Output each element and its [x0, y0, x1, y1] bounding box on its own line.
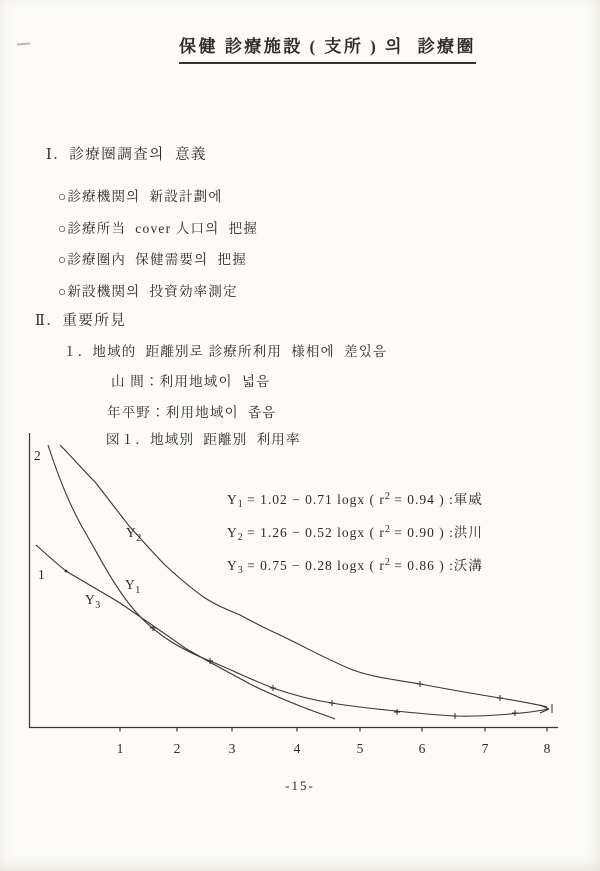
x-tick-label: 2 — [173, 741, 181, 756]
utilization-rate-chart — [0, 430, 600, 765]
y-axis-label-2: 2 — [34, 448, 41, 463]
curve-label-y3: $Y_3$ — [85, 592, 101, 611]
curve-label-y2: $Y_2$ — [126, 525, 142, 544]
equation-tail: = 0.90 ) :洪川 — [389, 525, 483, 540]
list-item: ○診療機関의 新設計劃에 — [58, 189, 223, 204]
equation-subscript: 2 — [237, 532, 243, 543]
page-number: -15- — [285, 778, 315, 793]
equation-subscript: 1 — [237, 499, 243, 510]
equation-tail: = 0.94 ) :軍威 — [389, 492, 483, 507]
page-title: 保健 診療施設 ( 支所 ) 의 診療圈 — [179, 32, 476, 64]
section-1-heading: Ⅰ．診療圈調査의 意義 — [46, 147, 207, 163]
x-tick-label: 6 — [418, 741, 426, 756]
equation-superscript: 2 — [384, 491, 390, 502]
equation-lhs: Y — [227, 525, 238, 540]
y-axis-label-1: 1 — [38, 567, 45, 582]
equation-tail: = 0.86 ) :沃溝 — [389, 558, 483, 573]
list-item: ○新設機関의 投資効率測定 — [58, 284, 238, 299]
figure-caption: 図１．地域別 距離別 利用率 — [106, 432, 301, 447]
curve-y1-point-markers — [150, 625, 518, 719]
equation-superscript: 2 — [384, 524, 390, 535]
curve-y1 — [48, 445, 548, 716]
section-2-heading: Ⅱ．重要所見 — [35, 313, 127, 329]
sub-finding-item: 年平野：利用地域이 좁음 — [107, 405, 277, 420]
equation-body: = 1.02 − 0.71 logx ( r — [242, 492, 385, 507]
equation-lhs: Y — [227, 492, 238, 507]
equation-lhs: Y — [227, 558, 238, 573]
curve-y3 — [36, 545, 335, 719]
curve-y3-point-marker — [65, 570, 68, 573]
equation-superscript: 2 — [384, 557, 390, 568]
curve-label-y1: $Y_1$ — [125, 577, 141, 596]
sub-finding-item: 山 間：利用地域이 넓음 — [111, 374, 271, 389]
equation-body: = 1.26 − 0.52 logx ( r — [242, 525, 385, 540]
x-tick-label: 5 — [356, 741, 364, 756]
x-tick-label: 4 — [293, 741, 301, 756]
equation-body: = 0.75 − 0.28 logx ( r — [242, 558, 385, 573]
x-tick-label: 8 — [543, 741, 551, 756]
equation-subscript: 3 — [237, 565, 243, 576]
curve-end-arrow — [540, 704, 552, 713]
finding-item: １．地域的 距離別로 診療所利用 様相에 差있음 — [63, 344, 388, 359]
x-tick-label: 7 — [481, 741, 489, 756]
stray-pencil-mark — [17, 43, 30, 46]
x-tick-label: 3 — [228, 741, 236, 756]
x-tick-label: 1 — [116, 741, 124, 756]
curve-y2 — [60, 445, 547, 707]
list-item: ○診療圈內 保健需要의 把握 — [58, 252, 247, 267]
list-item: ○診療所当 cover 人口의 把握 — [58, 221, 259, 236]
